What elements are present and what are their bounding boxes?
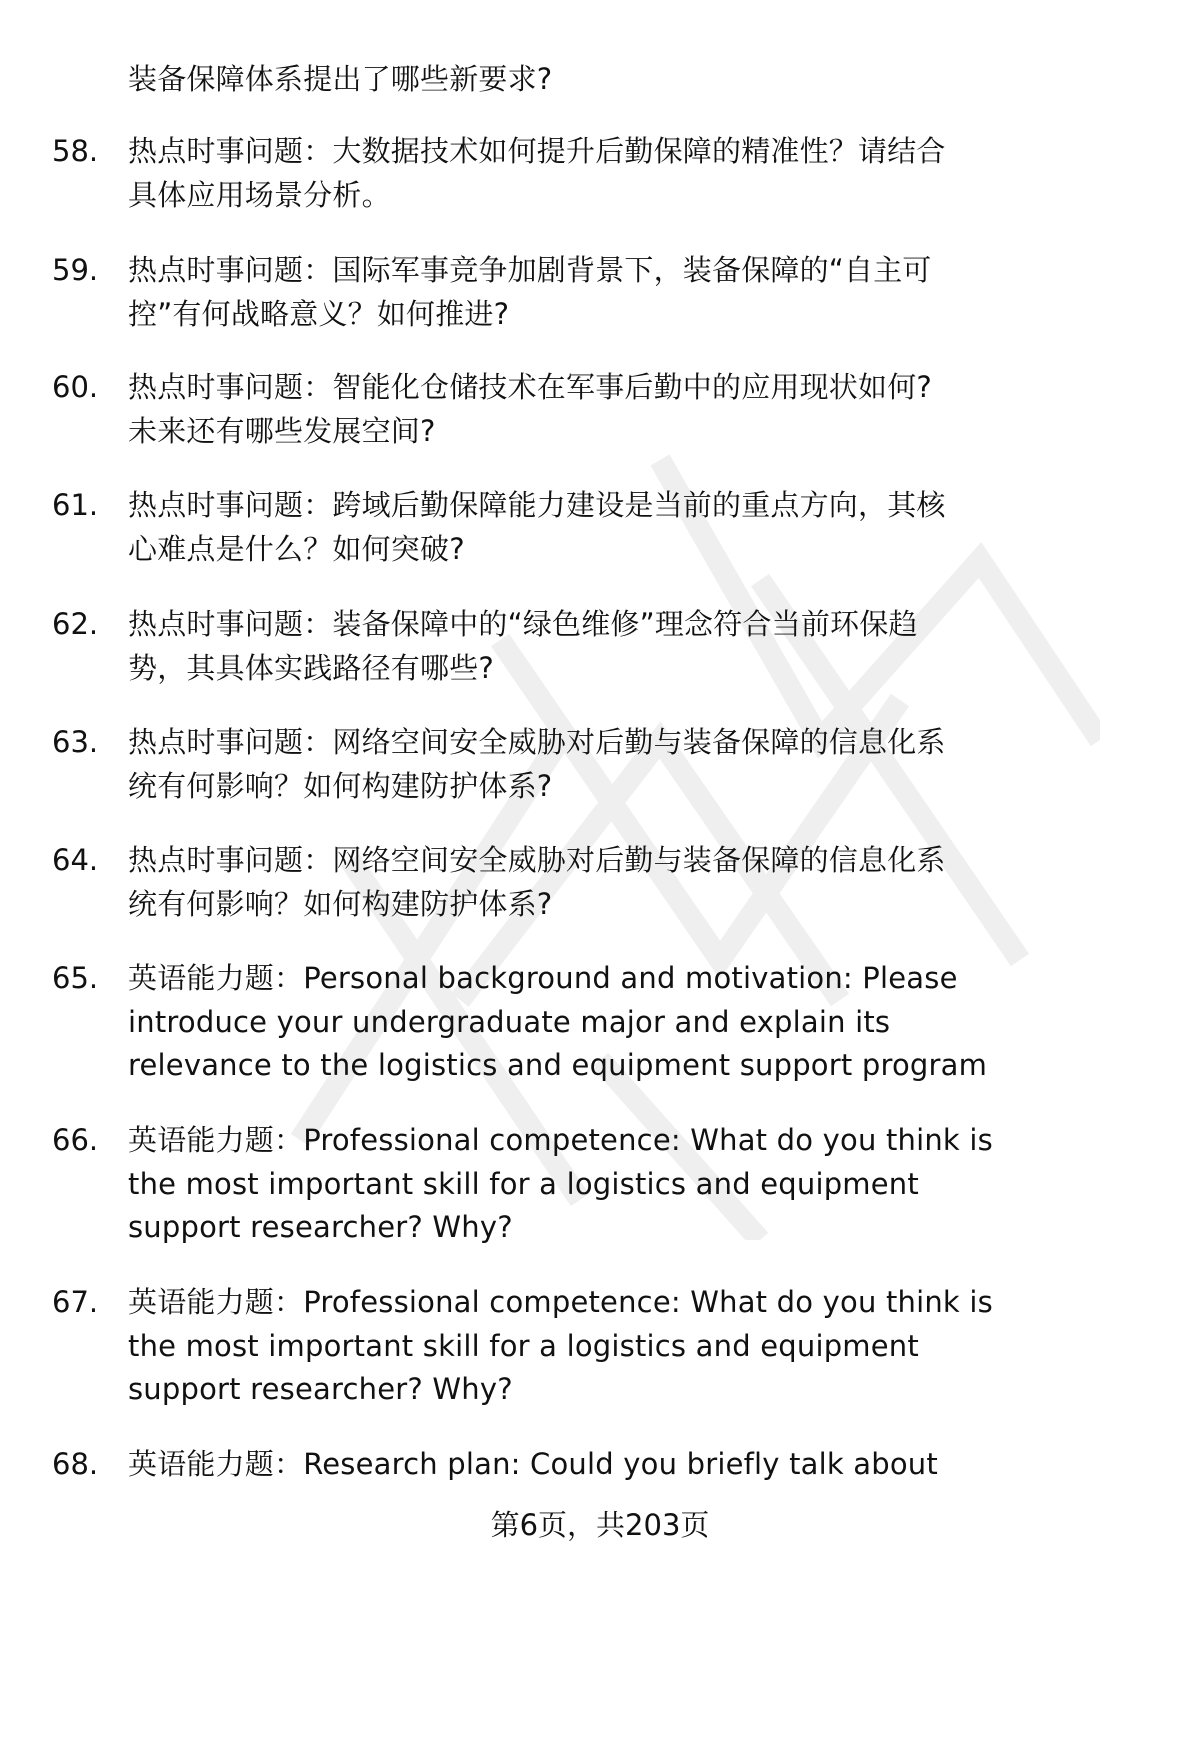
text-line: 热点时事问题：网络空间安全威胁对后勤与装备保障的信息化系 <box>128 725 946 759</box>
text-line: 热点时事问题：国际军事竞争加剧背景下，装备保障的“自主可 <box>128 253 932 287</box>
page-footer <box>0 1505 1200 1545</box>
question-number: 68. <box>52 1447 99 1481</box>
text-line: 英语能力题：Research plan: Could you briefly talk about <box>128 1447 938 1481</box>
text-line: support researcher? Why? <box>128 1210 513 1244</box>
text-line: 英语能力题：Personal background and motivation: Please <box>128 961 958 995</box>
text-line: 热点时事问题：网络空间安全威胁对后勤与装备保障的信息化系 <box>128 843 946 877</box>
text-line: 英语能力题：Professional competence: What do you think is <box>128 1285 993 1319</box>
text-line: the most important skill for a logistics and equipment <box>128 1328 919 1363</box>
question-number: 65. <box>52 961 99 995</box>
text-line: 控”有何战略意义？如何推进? <box>128 296 510 331</box>
text-line: 统有何影响？如何构建防护体系? <box>128 768 553 803</box>
text-line: 热点时事问题：大数据技术如何提升后勤保障的精准性？请结合 <box>128 134 946 168</box>
question-number: 60. <box>52 370 99 404</box>
text-line: relevance to the logistics and equipment support program <box>128 1048 988 1082</box>
question-number: 67. <box>52 1285 99 1319</box>
text-line: 具体应用场景分析。 <box>128 177 391 212</box>
text-line: support researcher? Why? <box>128 1372 513 1406</box>
text-line: 势，其具体实践路径有哪些? <box>128 650 494 685</box>
text-line: 装备保障体系提出了哪些新要求? <box>128 62 553 96</box>
question-number: 61. <box>52 488 99 522</box>
text-line: 未来还有哪些发展空间? <box>128 413 436 448</box>
text-line: introduce your undergraduate major and explain its <box>128 1004 891 1039</box>
question-number: 59. <box>52 253 99 287</box>
text-line: 热点时事问题：智能化仓储技术在军事后勤中的应用现状如何? <box>128 370 932 404</box>
text-line: 统有何影响？如何构建防护体系? <box>128 886 553 921</box>
text-line: 热点时事问题：装备保障中的“绿色维修”理念符合当前环保趋 <box>128 607 918 641</box>
text-line: 热点时事问题：跨域后勤保障能力建设是当前的重点方向，其核 <box>128 488 946 522</box>
page-number-label: 第6页，共203页 <box>490 1508 710 1542</box>
question-number: 64. <box>52 843 99 877</box>
question-number: 66. <box>52 1123 99 1157</box>
question-number: 63. <box>52 725 99 759</box>
text-line: the most important skill for a logistics and equipment <box>128 1166 919 1201</box>
question-number: 62. <box>52 607 99 641</box>
question-number: 58. <box>52 134 99 168</box>
text-line: 英语能力题：Professional competence: What do you think is <box>128 1123 993 1157</box>
text-line: 心难点是什么？如何突破? <box>128 531 465 566</box>
